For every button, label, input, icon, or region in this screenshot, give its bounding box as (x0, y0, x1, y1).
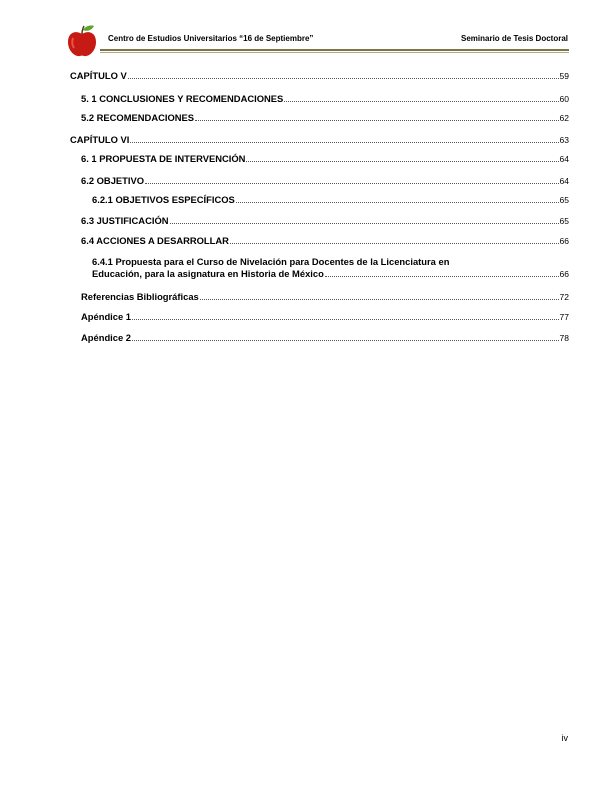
dot-leader (145, 183, 558, 184)
page-header (0, 0, 612, 60)
toc-entry[interactable] (70, 70, 569, 82)
toc-entry-label-line1: 6.4.1 Propuesta para el Curso de Nivelación para Docentes de la Licenciatura en (92, 256, 450, 267)
toc-entry-page: 65 (559, 195, 569, 205)
toc-entry[interactable] (81, 93, 569, 105)
dot-leader (128, 78, 559, 79)
toc-entry-page: 59 (559, 71, 569, 81)
toc-entry-label: 6. 1 PROPUESTA DE INTERVENCIÓN (81, 153, 246, 164)
toc-entry[interactable] (92, 256, 569, 280)
toc-entry-label: Apéndice 1 (81, 311, 132, 322)
toc-entry[interactable] (81, 153, 569, 165)
institution-name: Centro de Estudios Universitarios “16 de Septiembre” (108, 34, 314, 43)
dot-leader (132, 319, 559, 320)
dot-leader (230, 243, 559, 244)
toc-entry-label: Referencias Bibliográficas (81, 291, 199, 302)
toc-entry[interactable] (81, 112, 569, 124)
header-divider-secondary (100, 52, 569, 53)
dot-leader (170, 223, 559, 224)
toc-entry-page: 72 (559, 292, 569, 302)
toc-entry-page: 60 (559, 94, 569, 104)
toc-entry-label: 6.3 JUSTIFICACIÓN (81, 215, 169, 226)
header-divider (100, 49, 569, 51)
dot-leader (132, 340, 559, 341)
seminar-title: Seminario de Tesis Doctoral (461, 34, 568, 43)
toc-entry-multiline (92, 256, 569, 280)
apple-icon (66, 24, 98, 58)
page-number: iv (561, 733, 568, 743)
toc-entry-page: 63 (559, 135, 569, 145)
toc-entry-page: 66 (559, 236, 569, 246)
toc-entry[interactable] (81, 175, 569, 187)
dot-leader (200, 299, 559, 300)
toc-entry-label: 5.2 RECOMENDACIONES (81, 112, 195, 123)
toc-entry-label: CAPÍTULO V (70, 70, 127, 81)
toc-entry-label-line2: Educación, para la asignatura en Historia de México (92, 268, 324, 279)
toc-entry-page: 62 (559, 113, 569, 123)
toc-entry-label: CAPÍTULO VI (70, 134, 130, 145)
toc-entry-page: 77 (559, 312, 569, 322)
dot-leader (130, 142, 558, 143)
toc-entry[interactable] (81, 332, 569, 344)
toc-entry-label: 5. 1 CONCLUSIONES Y RECOMENDACIONES (81, 93, 284, 104)
toc-entry[interactable] (81, 235, 569, 247)
toc-entry[interactable] (81, 291, 569, 303)
toc-entry-last-line (92, 268, 569, 280)
toc-entry[interactable] (81, 311, 569, 323)
dot-leader (236, 202, 559, 203)
toc-entry-label: 6.2.1 OBJETIVOS ESPECÍFICOS (92, 194, 235, 205)
toc-entry-label: 6.2 OBJETIVO (81, 175, 145, 186)
dot-leader (195, 120, 558, 121)
toc-entry-page: 78 (559, 333, 569, 343)
toc-entry-label: 6.4 ACCIONES A DESARROLLAR (81, 235, 229, 246)
dot-leader (325, 276, 559, 277)
dot-leader (284, 101, 558, 102)
toc-entry-label: Apéndice 2 (81, 332, 132, 343)
toc-entry-page: 66 (559, 269, 569, 279)
toc-entry[interactable] (70, 134, 569, 146)
toc-entry-page: 64 (559, 176, 569, 186)
dot-leader (246, 161, 558, 162)
toc-entry-page: 64 (559, 154, 569, 164)
toc-entry[interactable] (81, 215, 569, 227)
toc-entry-page: 65 (559, 216, 569, 226)
toc-entry[interactable] (92, 194, 569, 206)
